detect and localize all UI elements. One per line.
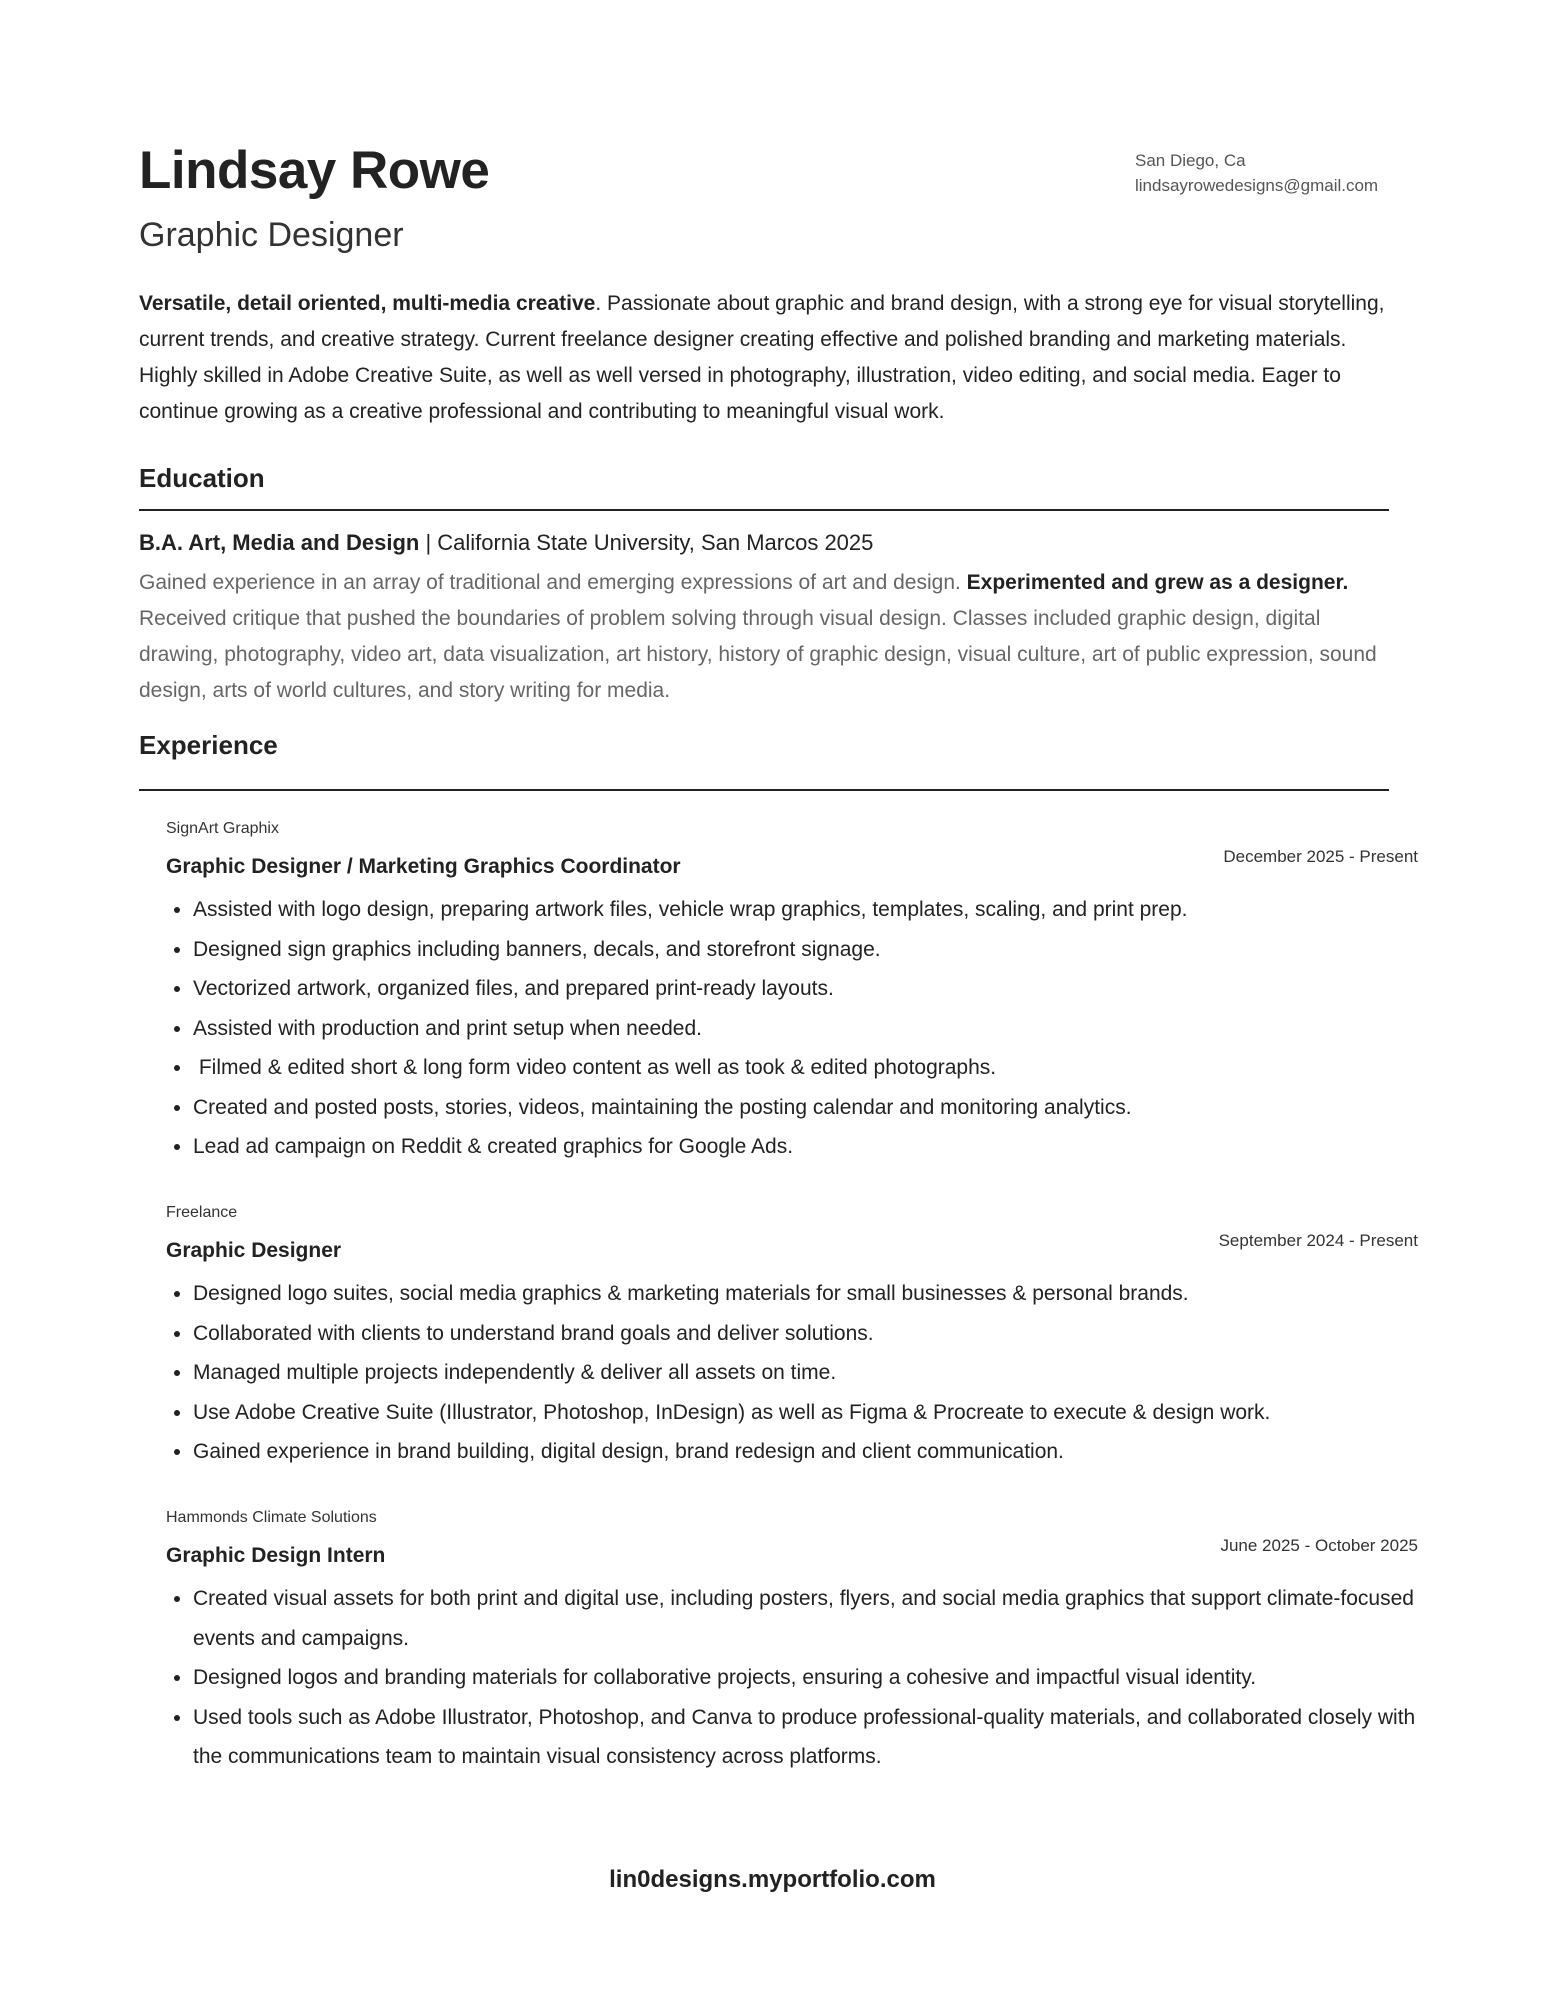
bullet-item: • Managed multiple projects independently & deliver all assets on time. (193, 1353, 1418, 1393)
email[interactable]: lindsayrowedesigns@gmail.com (1135, 176, 1379, 195)
bullet-list (166, 890, 1418, 1167)
summary (139, 286, 1404, 430)
edu-highlight: Experimented and grew as a designer. (966, 571, 1349, 594)
divider (139, 789, 1389, 791)
education-heading: Education (139, 463, 265, 493)
divider (139, 509, 1389, 511)
summary-text: . Passionate about graphic and brand design, with a strong eye for visual storytelling, current trends, and creative strategy. Current freelance designer creating effective and polished branding and marketing materials. Highly skilled in Adobe Creative Suite, as well as well versed in photography, illustration, video editing, and social media. Eager to continue growing as a creative professional and contributing to meaningful visual work. (139, 292, 1385, 423)
position-title: Graphic Designer / Marketing Graphics Coordinator (166, 855, 681, 878)
edu-text-1: Gained experience in an array of traditional and emerging expressions of art and design. (139, 571, 967, 594)
job-title: Graphic Designer (139, 216, 404, 254)
summary-highlight: Versatile, detail oriented, multi-media creative (139, 292, 596, 315)
candidate-name: Lindsay Rowe (139, 141, 490, 200)
portfolio-link[interactable]: lin0designs.myportfolio.com (609, 1866, 936, 1893)
degree-name: B.A. Art, Media and Design (139, 530, 420, 555)
bullet-list (166, 1274, 1418, 1472)
job-entry (166, 820, 1418, 1167)
bullet-item: • Created and posted posts, stories, videos, maintaining the posting calendar and monitoring analytics. (193, 1088, 1418, 1128)
degree (139, 530, 873, 556)
job-dates: December 2025 - Present (1223, 847, 1418, 866)
bullet-item: • Filmed & edited short & long form video content as well as took & edited photographs. (193, 1048, 1418, 1088)
bullet-list (166, 1579, 1422, 1777)
bullet-item: • Collaborated with clients to understand brand goals and deliver solutions. (193, 1314, 1418, 1354)
bullet-item: • Gained experience in brand building, digital design, brand redesign and client communication. (193, 1432, 1418, 1472)
bullet-item: • Use Adobe Creative Suite (Illustrator, Photoshop, InDesign) as well as Figma & Procreate to execute & design work. (193, 1393, 1418, 1433)
job-dates: September 2024 - Present (1218, 1231, 1418, 1250)
location: San Diego, Ca (1135, 151, 1246, 170)
bullet-item: • Designed logo suites, social media graphics & marketing materials for small businesses & personal brands. (193, 1274, 1418, 1314)
bullet-item: • Used tools such as Adobe Illustrator, Photoshop, and Canva to produce professional-quality materials, and collaborated closely with the communications team to maintain visual consistency across platforms. (193, 1698, 1418, 1777)
school: | California State University, San Marcos 2025 (419, 530, 874, 555)
company-name: Freelance (166, 1204, 238, 1221)
edu-text-2: Received critique that pushed the boundaries of problem solving through visual design. Classes included graphic design, digital drawing, photography, video art, data visualization, art history, history of graphic design, visual culture, art of public expression, sound design, arts of world cultures, and story writing for media. (139, 571, 1383, 702)
bullet-item: • Vectorized artwork, organized files, and prepared print-ready layouts. (193, 969, 1418, 1009)
job-entry (166, 1509, 1422, 1777)
bullet-item: • Assisted with production and print setup when needed. (193, 1009, 1418, 1049)
contact-info (1135, 148, 1378, 198)
bullet-item: • Designed sign graphics including banners, decals, and storefront signage. (193, 930, 1418, 970)
position-title: Graphic Designer (166, 1239, 342, 1262)
experience-heading: Experience (139, 730, 278, 760)
job-entry (166, 1204, 1418, 1472)
education-description (139, 565, 1404, 709)
position-title: Graphic Design Intern (166, 1544, 386, 1567)
bullet-item: • Designed logos and branding materials for collaborative projects, ensuring a cohesive and impactful visual identity. (193, 1658, 1418, 1698)
company-name: SignArt Graphix (166, 820, 279, 837)
company-name: Hammonds Climate Solutions (166, 1509, 377, 1526)
bullet-item: • Lead ad campaign on Reddit & created graphics for Google Ads. (193, 1127, 1418, 1167)
bullet-item: • Assisted with logo design, preparing artwork files, vehicle wrap graphics, templates, scaling, and print prep. (193, 890, 1418, 930)
bullet-item: • Created visual assets for both print and digital use, including posters, flyers, and social media graphics that support climate-focused events and campaigns. (193, 1579, 1418, 1658)
job-dates: June 2025 - October 2025 (1220, 1536, 1418, 1555)
